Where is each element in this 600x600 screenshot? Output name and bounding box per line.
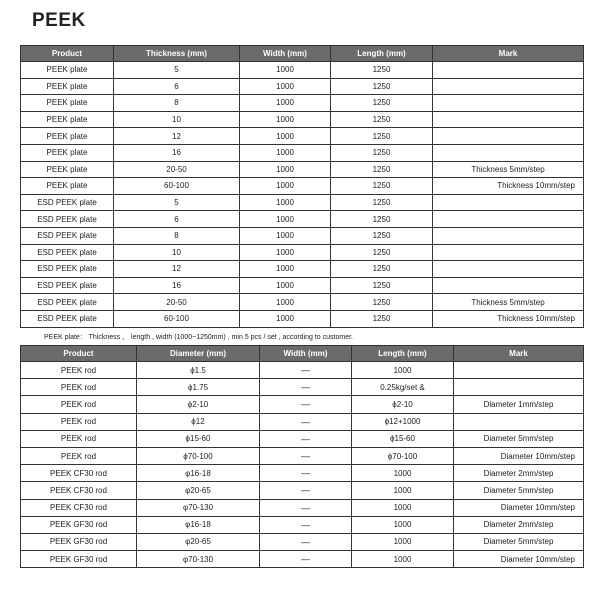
cell-width: 1000 bbox=[240, 277, 331, 294]
cell-size: ϕ12 bbox=[137, 413, 260, 430]
cell-mark: Thickness 10mm/step bbox=[433, 178, 584, 195]
cell-product: PEEK CF30 rod bbox=[21, 465, 137, 482]
cell-size: 20-50 bbox=[114, 161, 240, 178]
cell-length: 1250 bbox=[331, 128, 433, 145]
cell-length: 1000 bbox=[352, 362, 454, 379]
cell-size: ϕ70-100 bbox=[137, 447, 260, 464]
cell-width: 1000 bbox=[240, 244, 331, 261]
cell-size: 6 bbox=[114, 78, 240, 95]
cell-width: 1000 bbox=[240, 294, 331, 311]
cell-width: 1000 bbox=[240, 227, 331, 244]
cell-product: ESD PEEK plate bbox=[21, 244, 114, 261]
cell-length: 1250 bbox=[331, 144, 433, 161]
cell-product: PEEK CF30 rod bbox=[21, 482, 137, 499]
cell-length: ϕ15-60 bbox=[352, 430, 454, 447]
cell-width: 1000 bbox=[240, 144, 331, 161]
header-diameter: Diameter (mm) bbox=[137, 346, 260, 362]
cell-size: φ20-65 bbox=[137, 482, 260, 499]
table-row bbox=[21, 294, 584, 311]
cell-mark bbox=[433, 111, 584, 128]
cell-product: ESD PEEK plate bbox=[21, 211, 114, 228]
cell-mark: Thickness 5mm/step bbox=[433, 294, 584, 311]
table-row bbox=[21, 447, 584, 464]
cell-width: — bbox=[260, 516, 352, 533]
cell-size: φ20-65 bbox=[137, 533, 260, 550]
header-product: Product bbox=[21, 346, 137, 362]
cell-size: ϕ1.5 bbox=[137, 362, 260, 379]
cell-width: 1000 bbox=[240, 78, 331, 95]
cell-width: 1000 bbox=[240, 111, 331, 128]
cell-mark bbox=[433, 194, 584, 211]
cell-mark: Diameter 10mm/step bbox=[454, 551, 584, 568]
cell-length: 0.25kg/set & bbox=[352, 379, 454, 396]
rod-table bbox=[20, 345, 584, 568]
cell-product: ESD PEEK plate bbox=[21, 194, 114, 211]
cell-size: 12 bbox=[114, 128, 240, 145]
header-thickness: Thickness (mm) bbox=[114, 46, 240, 62]
cell-product: ESD PEEK plate bbox=[21, 277, 114, 294]
cell-size: 5 bbox=[114, 62, 240, 79]
header-width: Width (mm) bbox=[240, 46, 331, 62]
cell-width: — bbox=[260, 551, 352, 568]
cell-width: 1000 bbox=[240, 194, 331, 211]
cell-width: — bbox=[260, 362, 352, 379]
table-row bbox=[21, 128, 584, 145]
cell-mark bbox=[433, 211, 584, 228]
table-row bbox=[21, 178, 584, 195]
table-row bbox=[21, 362, 584, 379]
table-row bbox=[21, 482, 584, 499]
table-row bbox=[21, 111, 584, 128]
cell-product: PEEK plate bbox=[21, 95, 114, 112]
cell-length: ϕ70-100 bbox=[352, 447, 454, 464]
cell-size: φ70-130 bbox=[137, 551, 260, 568]
cell-product: ESD PEEK plate bbox=[21, 294, 114, 311]
header-length: Length (mm) bbox=[331, 46, 433, 62]
table-row bbox=[21, 533, 584, 550]
cell-product: PEEK plate bbox=[21, 128, 114, 145]
cell-mark bbox=[433, 261, 584, 278]
cell-product: PEEK rod bbox=[21, 379, 137, 396]
cell-width: 1000 bbox=[240, 261, 331, 278]
cell-length: 1250 bbox=[331, 178, 433, 195]
cell-product: PEEK plate bbox=[21, 62, 114, 79]
rod-table-body bbox=[21, 362, 584, 568]
cell-width: — bbox=[260, 379, 352, 396]
cell-mark bbox=[454, 362, 584, 379]
cell-mark bbox=[454, 379, 584, 396]
cell-width: — bbox=[260, 430, 352, 447]
cell-length: 1250 bbox=[331, 277, 433, 294]
cell-width: — bbox=[260, 482, 352, 499]
table-row bbox=[21, 261, 584, 278]
cell-length: ϕ2-10 bbox=[352, 396, 454, 413]
cell-length: 1250 bbox=[331, 211, 433, 228]
cell-length: 1000 bbox=[352, 482, 454, 499]
cell-size: 60-100 bbox=[114, 178, 240, 195]
cell-length: 1000 bbox=[352, 533, 454, 550]
cell-product: ESD PEEK plate bbox=[21, 261, 114, 278]
header-width: Width (mm) bbox=[260, 346, 352, 362]
plate-table-header bbox=[21, 46, 584, 62]
cell-size: ϕ2-10 bbox=[137, 396, 260, 413]
cell-product: PEEK CF30 rod bbox=[21, 499, 137, 516]
cell-size: φ16-18 bbox=[137, 516, 260, 533]
cell-length: 1250 bbox=[331, 294, 433, 311]
cell-length: 1000 bbox=[352, 516, 454, 533]
cell-width: 1000 bbox=[240, 310, 331, 327]
plate-note: PEEK plate： Thickness 、 length , width (1000~1250mm) , min 5 pcs / set , according to customer. bbox=[44, 334, 353, 341]
cell-width: — bbox=[260, 447, 352, 464]
cell-length: 1250 bbox=[331, 261, 433, 278]
cell-mark: Thickness 5mm/step bbox=[433, 161, 584, 178]
cell-product: PEEK GF30 rod bbox=[21, 533, 137, 550]
cell-product: ESD PEEK plate bbox=[21, 310, 114, 327]
cell-mark bbox=[433, 144, 584, 161]
table-row bbox=[21, 227, 584, 244]
cell-length: 1250 bbox=[331, 244, 433, 261]
cell-length: 1000 bbox=[352, 499, 454, 516]
cell-product: PEEK plate bbox=[21, 178, 114, 195]
cell-width: 1000 bbox=[240, 95, 331, 112]
cell-size: φ70-130 bbox=[137, 499, 260, 516]
plate-table-body bbox=[21, 62, 584, 328]
cell-product: PEEK GF30 rod bbox=[21, 516, 137, 533]
header-mark: Mark bbox=[454, 346, 584, 362]
cell-product: PEEK plate bbox=[21, 161, 114, 178]
cell-length: 1250 bbox=[331, 161, 433, 178]
cell-size: 60-100 bbox=[114, 310, 240, 327]
cell-mark bbox=[433, 277, 584, 294]
cell-product: PEEK rod bbox=[21, 413, 137, 430]
cell-mark bbox=[454, 413, 584, 430]
cell-length: 1000 bbox=[352, 551, 454, 568]
cell-length: 1250 bbox=[331, 310, 433, 327]
table-row bbox=[21, 379, 584, 396]
plate-table bbox=[20, 45, 584, 328]
cell-mark bbox=[433, 95, 584, 112]
cell-length: 1250 bbox=[331, 194, 433, 211]
cell-size: 6 bbox=[114, 211, 240, 228]
table-row bbox=[21, 277, 584, 294]
cell-size: ϕ15-60 bbox=[137, 430, 260, 447]
cell-product: PEEK GF30 rod bbox=[21, 551, 137, 568]
cell-product: PEEK plate bbox=[21, 78, 114, 95]
table-row bbox=[21, 62, 584, 79]
table-row bbox=[21, 161, 584, 178]
table-row bbox=[21, 516, 584, 533]
table-row bbox=[21, 95, 584, 112]
cell-length: ϕ12+1000 bbox=[352, 413, 454, 430]
cell-mark: Diameter 5mm/step bbox=[454, 430, 584, 447]
header-length: Length (mm) bbox=[352, 346, 454, 362]
cell-width: — bbox=[260, 499, 352, 516]
table-row bbox=[21, 551, 584, 568]
cell-product: PEEK rod bbox=[21, 430, 137, 447]
cell-width: 1000 bbox=[240, 211, 331, 228]
header-mark: Mark bbox=[433, 46, 584, 62]
cell-mark: Diameter 5mm/step bbox=[454, 482, 584, 499]
table-row bbox=[21, 194, 584, 211]
cell-mark bbox=[433, 128, 584, 145]
cell-size: 12 bbox=[114, 261, 240, 278]
cell-length: 1250 bbox=[331, 95, 433, 112]
cell-size: 16 bbox=[114, 144, 240, 161]
cell-width: — bbox=[260, 396, 352, 413]
cell-product: PEEK plate bbox=[21, 111, 114, 128]
cell-mark bbox=[433, 62, 584, 79]
cell-product: PEEK rod bbox=[21, 396, 137, 413]
table-row bbox=[21, 244, 584, 261]
cell-size: 5 bbox=[114, 194, 240, 211]
table-row bbox=[21, 465, 584, 482]
table-row bbox=[21, 78, 584, 95]
page-title: PEEK bbox=[32, 10, 86, 31]
cell-length: 1250 bbox=[331, 62, 433, 79]
cell-width: 1000 bbox=[240, 62, 331, 79]
table-row bbox=[21, 144, 584, 161]
cell-width: 1000 bbox=[240, 161, 331, 178]
table-row bbox=[21, 396, 584, 413]
rod-table-header bbox=[21, 346, 584, 362]
cell-length: 1250 bbox=[331, 78, 433, 95]
cell-length: 1250 bbox=[331, 227, 433, 244]
table-row bbox=[21, 413, 584, 430]
cell-width: 1000 bbox=[240, 178, 331, 195]
cell-length: 1250 bbox=[331, 111, 433, 128]
cell-width: — bbox=[260, 533, 352, 550]
cell-product: PEEK rod bbox=[21, 447, 137, 464]
cell-mark bbox=[433, 244, 584, 261]
cell-size: 8 bbox=[114, 95, 240, 112]
cell-product: ESD PEEK plate bbox=[21, 227, 114, 244]
header-product: Product bbox=[21, 46, 114, 62]
cell-size: 10 bbox=[114, 244, 240, 261]
cell-mark: Diameter 2mm/step bbox=[454, 465, 584, 482]
cell-mark: Diameter 10mm/step bbox=[454, 499, 584, 516]
cell-width: 1000 bbox=[240, 128, 331, 145]
cell-mark: Diameter 5mm/step bbox=[454, 533, 584, 550]
table-row bbox=[21, 310, 584, 327]
cell-mark: Diameter 10mm/step bbox=[454, 447, 584, 464]
cell-length: 1000 bbox=[352, 465, 454, 482]
cell-product: PEEK plate bbox=[21, 144, 114, 161]
cell-width: — bbox=[260, 465, 352, 482]
cell-mark: Diameter 2mm/step bbox=[454, 516, 584, 533]
cell-mark bbox=[433, 78, 584, 95]
cell-mark: Thickness 10mm/step bbox=[433, 310, 584, 327]
cell-size: ϕ1.75 bbox=[137, 379, 260, 396]
cell-size: 8 bbox=[114, 227, 240, 244]
cell-mark: Diameter 1mm/step bbox=[454, 396, 584, 413]
cell-width: — bbox=[260, 413, 352, 430]
cell-size: 20-50 bbox=[114, 294, 240, 311]
cell-size: 10 bbox=[114, 111, 240, 128]
table-row bbox=[21, 499, 584, 516]
cell-product: PEEK rod bbox=[21, 362, 137, 379]
cell-size: φ16-18 bbox=[137, 465, 260, 482]
cell-size: 16 bbox=[114, 277, 240, 294]
table-row bbox=[21, 430, 584, 447]
cell-mark bbox=[433, 227, 584, 244]
table-row bbox=[21, 211, 584, 228]
